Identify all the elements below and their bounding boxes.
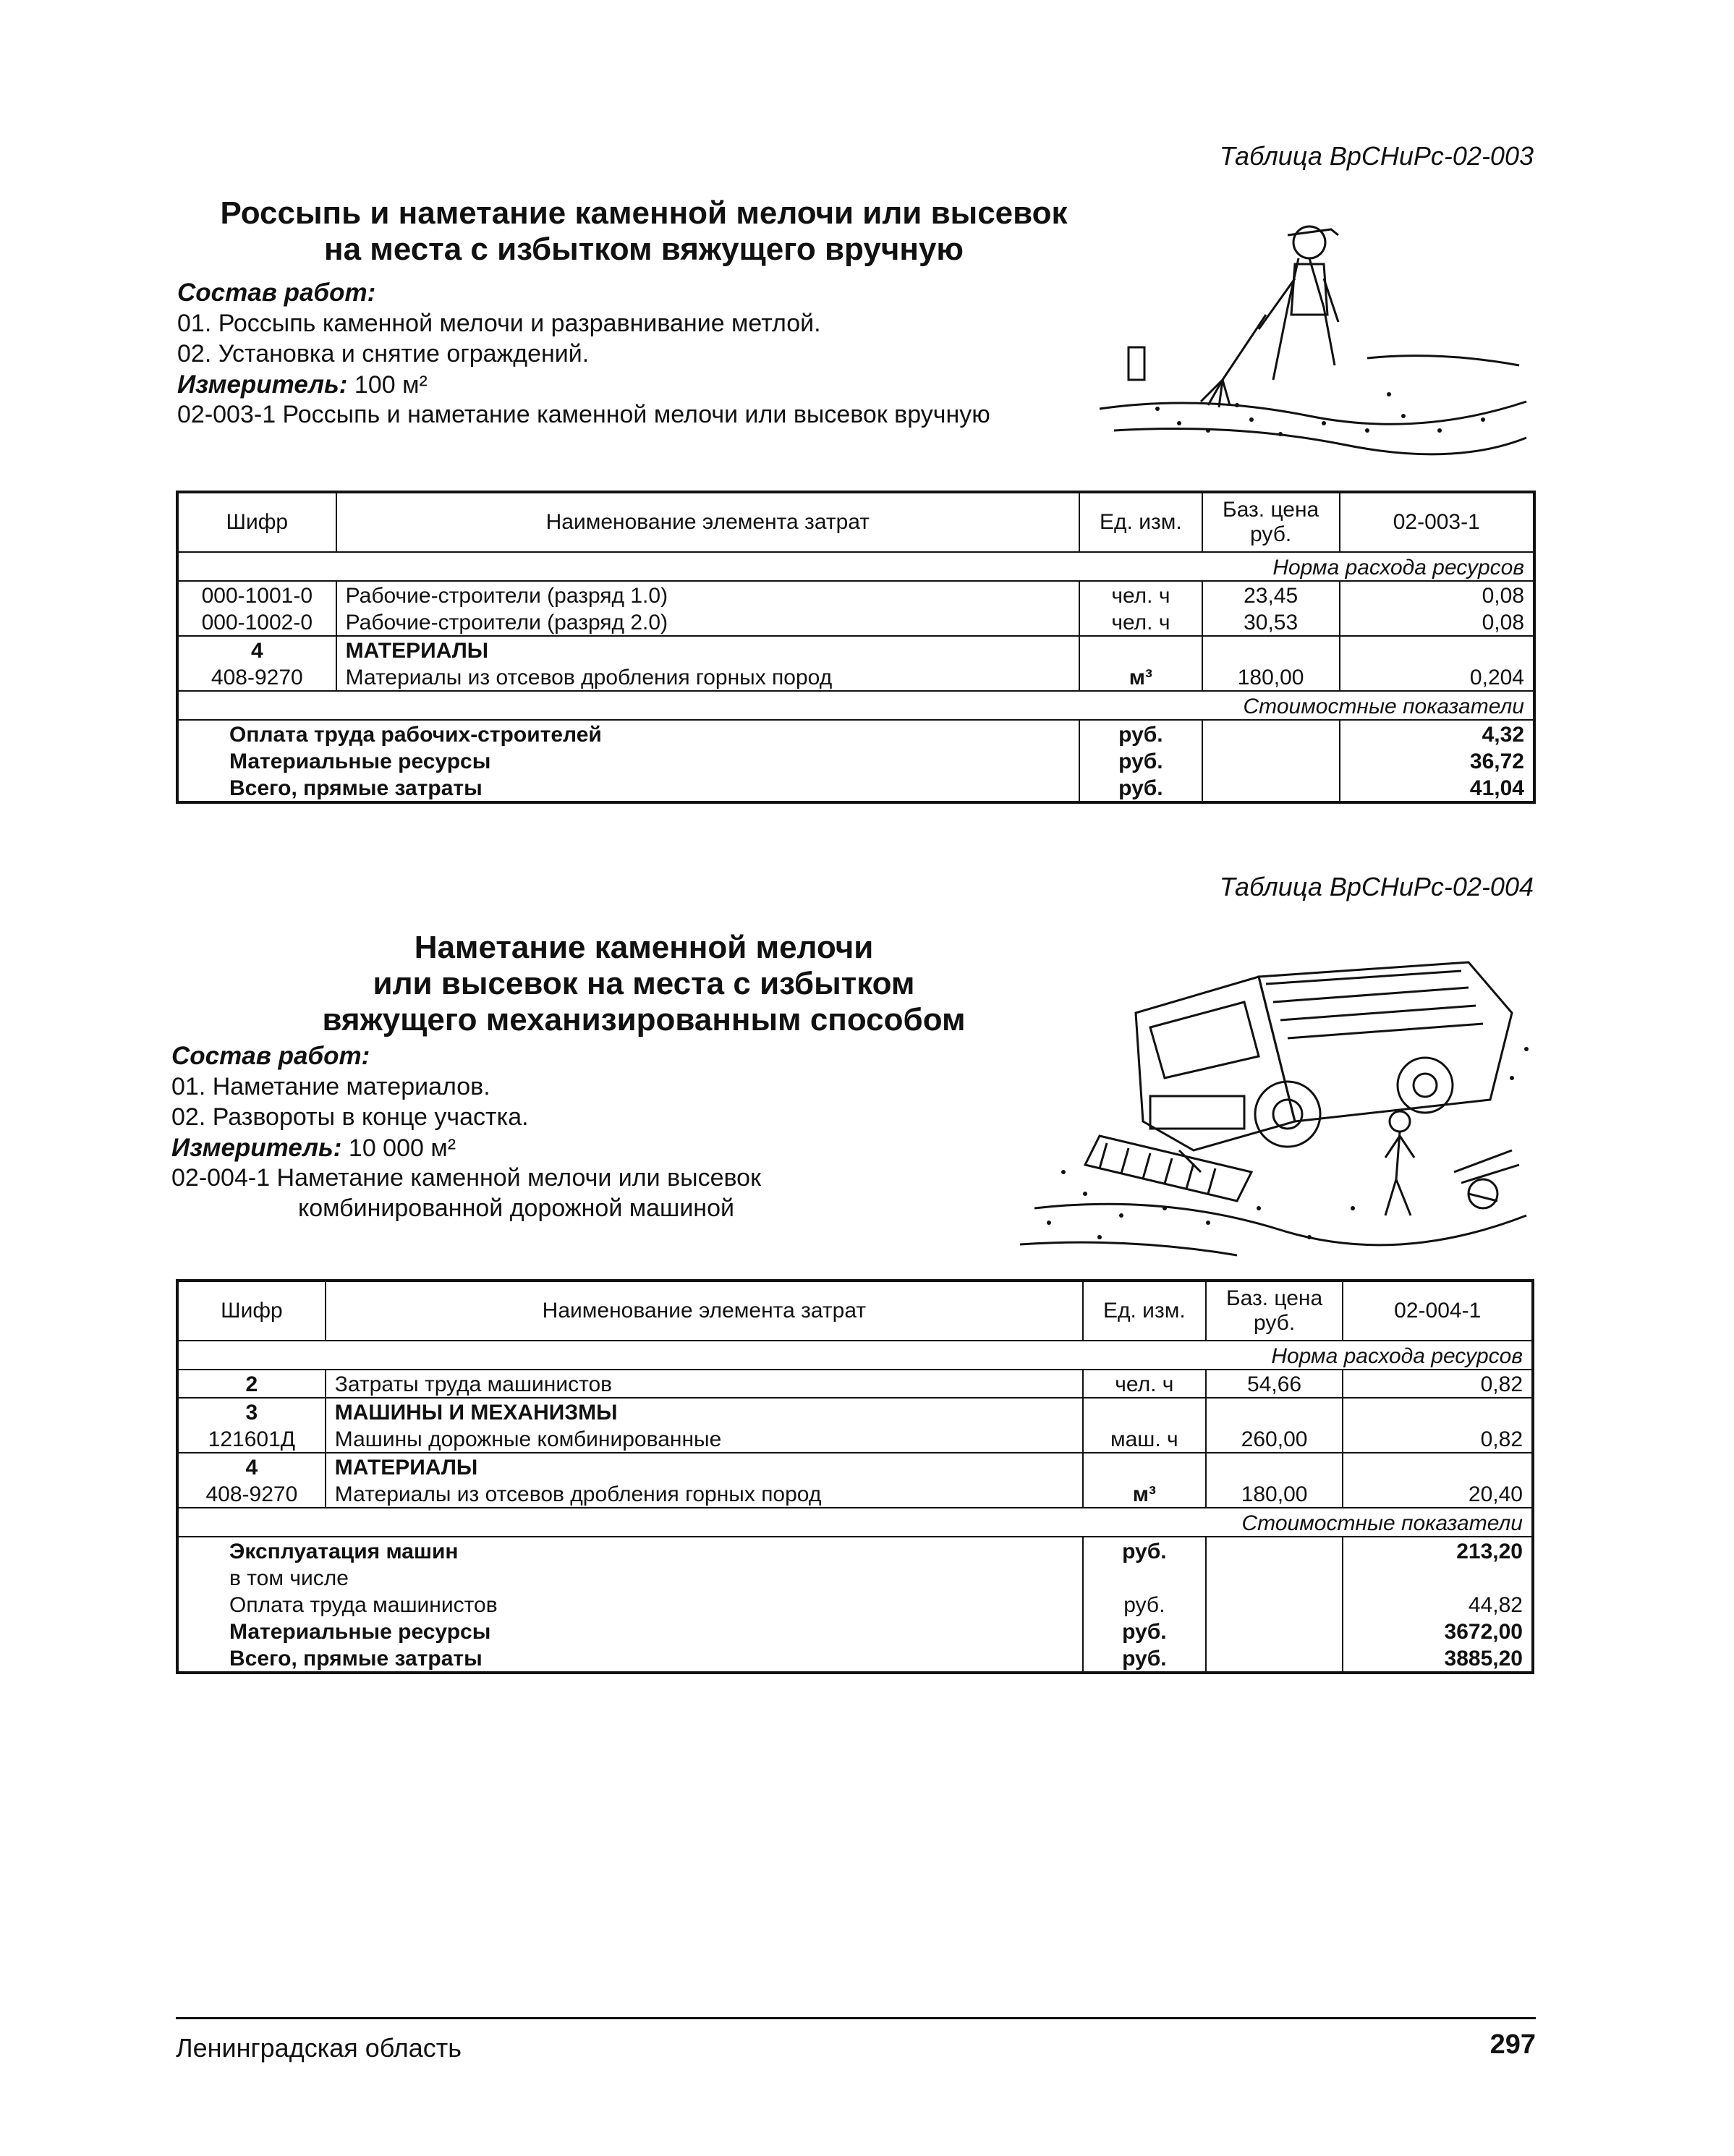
table-header-row (177, 1281, 1533, 1341)
cost-name: Материальные ресурсы (177, 747, 1079, 774)
cost-unit: руб. (1083, 1618, 1206, 1644)
row-name: Рабочие-строители (разряд 1.0) (336, 581, 1079, 608)
cost-name: Эксплуатация машин (177, 1537, 1083, 1564)
table-row (177, 1370, 1533, 1398)
measure-value: 100 м² (354, 371, 428, 399)
cost-header: Стоимостные показатели (177, 691, 1534, 720)
work-item-1: 01. Наметание материалов. (171, 1073, 490, 1100)
col-header-code: Шифр (177, 492, 336, 552)
section1-title-line1: Россыпь и наметание каменной мелочи или высевок (220, 195, 1068, 231)
work-label: Состав работ: (171, 1042, 370, 1070)
row-name: Затраты труда машинистов (326, 1370, 1083, 1398)
cost-name: в том числе (177, 1564, 1083, 1591)
col-header-unit: Ед. изм. (1083, 1281, 1206, 1341)
row-name: МАТЕРИАЛЫ (326, 1453, 1083, 1480)
table-row (177, 581, 1534, 608)
row-value: 0,08 (1340, 608, 1535, 636)
cost-value: 213,20 (1343, 1537, 1533, 1564)
cost-row (177, 774, 1534, 802)
cost-unit: руб. (1083, 1644, 1206, 1673)
row-name: Материалы из отсевов дробления горных пород (336, 663, 1079, 691)
table-row (177, 608, 1534, 636)
row-code: 408-9270 (177, 663, 336, 691)
footer-region: Ленинградская область (176, 2033, 462, 2063)
footer-rule (176, 2017, 1536, 2019)
row-code: 000-1002-0 (177, 608, 336, 636)
section2-title-line3: вяжущего механизированным способом (322, 1002, 966, 1037)
col-header-unit: Ед. изм. (1079, 492, 1202, 552)
cost-value: 36,72 (1340, 747, 1535, 774)
table-id-02-003: Таблица ВрСНиРс-02-003 (1219, 141, 1534, 171)
cost-unit: руб. (1079, 720, 1202, 747)
cost-row (177, 1591, 1533, 1618)
row-price: 260,00 (1206, 1425, 1343, 1453)
row-value: 0,204 (1340, 663, 1535, 691)
row-value: 0,82 (1343, 1425, 1533, 1453)
road-machine-illustration (1020, 933, 1541, 1266)
cost-name: Всего, прямые затраты (177, 1644, 1083, 1673)
cost-header-row (177, 691, 1534, 720)
cost-header: Стоимостные показатели (177, 1508, 1533, 1537)
table-row (177, 663, 1534, 691)
col-header-price: Баз. цена руб. (1202, 492, 1340, 552)
cost-row (177, 1537, 1533, 1564)
table-row (177, 1398, 1533, 1425)
cost-row (177, 1564, 1533, 1591)
cost-value: 4,32 (1340, 720, 1535, 747)
code-line-1: 02-004-1 Наметание каменной мелочи или высевок (171, 1164, 761, 1192)
work-item-2: 02. Установка и снятие ограждений. (177, 340, 590, 368)
page-number: 297 (1489, 2029, 1536, 2060)
section2-title (239, 930, 1049, 1038)
measure-label: Измеритель: (171, 1134, 342, 1162)
row-name: МАШИНЫ И МЕХАНИЗМЫ (326, 1398, 1083, 1425)
row-code: 121601Д (177, 1425, 326, 1453)
row-price: 54,66 (1206, 1370, 1343, 1398)
table-id-02-004: Таблица ВрСНиРс-02-004 (1219, 872, 1534, 901)
cost-value: 3672,00 (1343, 1618, 1533, 1644)
cost-value: 44,82 (1343, 1591, 1533, 1618)
cost-header-row (177, 1508, 1533, 1537)
table-header-row (177, 492, 1534, 552)
code-line: 02-003-1 Россыпь и наметание каменной мелочи или высевок вручную (177, 401, 990, 428)
row-price: 30,53 (1202, 608, 1340, 636)
work-item-2: 02. Развороты в конце участка. (171, 1103, 529, 1131)
section2-title-line2: или высевок на места с избытком (373, 966, 915, 1001)
col-header-code: Шифр (177, 1281, 326, 1341)
row-unit: чел. ч (1079, 608, 1202, 636)
cost-row (177, 720, 1534, 747)
norm-header-row (177, 1341, 1533, 1370)
cost-name: Оплата труда машинистов (177, 1591, 1083, 1618)
row-code: 4 (177, 636, 336, 663)
row-code: 408-9270 (177, 1480, 326, 1508)
col-header-price: Баз. цена руб. (1206, 1281, 1343, 1341)
cost-name: Материальные ресурсы (177, 1618, 1083, 1644)
row-code: 3 (177, 1398, 326, 1425)
table-row (177, 1453, 1533, 1480)
row-value: 20,40 (1343, 1480, 1533, 1508)
cost-unit: руб. (1083, 1591, 1206, 1618)
row-unit: чел. ч (1083, 1370, 1206, 1398)
row-price: 23,45 (1202, 581, 1340, 608)
col-header-name: Наименование элемента затрат (326, 1281, 1083, 1341)
row-code: 000-1001-0 (177, 581, 336, 608)
cost-value: 41,04 (1340, 774, 1535, 802)
row-name: Машины дорожные комбинированные (326, 1425, 1083, 1453)
cost-unit: руб. (1079, 774, 1202, 802)
cost-name: Всего, прямые затраты (177, 774, 1079, 802)
row-unit: маш. ч (1083, 1425, 1206, 1453)
row-code: 4 (177, 1453, 326, 1480)
norm-header: Норма расхода ресурсов (177, 552, 1534, 581)
measure-label: Измеритель: (177, 370, 348, 399)
cost-value: 3885,20 (1343, 1644, 1533, 1673)
work-item-1: 01. Россыпь каменной мелочи и разравнивание метлой. (177, 310, 821, 337)
table-row (177, 1425, 1533, 1453)
cost-name: Оплата труда рабочих-строителей (177, 720, 1079, 747)
cost-unit: руб. (1083, 1537, 1206, 1564)
row-code: 2 (177, 1370, 326, 1398)
section1-title-line2: на места с избытком вяжущего вручную (324, 232, 964, 267)
row-name: МАТЕРИАЛЫ (336, 636, 1079, 663)
col-header-value: 02-004-1 (1343, 1281, 1533, 1341)
col-header-value: 02-003-1 (1340, 492, 1535, 552)
code-line-2: комбинированной дорожной машиной (298, 1194, 734, 1222)
cost-row (177, 1618, 1533, 1644)
row-unit: м³ (1079, 663, 1202, 691)
cost-table-02-004 (176, 1279, 1534, 1674)
measure-value: 10 000 м² (348, 1134, 456, 1162)
norm-header-row (177, 552, 1534, 581)
cost-table-02-003 (176, 491, 1536, 804)
worker-sweeping-illustration (1092, 213, 1534, 459)
section1-title (174, 195, 1114, 268)
col-header-name: Наименование элемента затрат (336, 492, 1079, 552)
cost-row (177, 747, 1534, 774)
norm-header: Норма расхода ресурсов (177, 1341, 1533, 1370)
row-name: Рабочие-строители (разряд 2.0) (336, 608, 1079, 636)
row-price: 180,00 (1202, 663, 1340, 691)
table-row (177, 1480, 1533, 1508)
row-name: Материалы из отсевов дробления горных пород (326, 1480, 1083, 1508)
row-value: 0,82 (1343, 1370, 1533, 1398)
row-unit: чел. ч (1079, 581, 1202, 608)
work-label: Состав работ: (177, 279, 376, 307)
cost-row (177, 1644, 1533, 1673)
row-unit: м³ (1083, 1480, 1206, 1508)
section2-title-line1: Наметание каменной мелочи (414, 930, 874, 965)
row-value: 0,08 (1340, 581, 1535, 608)
cost-unit: руб. (1079, 747, 1202, 774)
table-row (177, 636, 1534, 663)
row-price: 180,00 (1206, 1480, 1343, 1508)
